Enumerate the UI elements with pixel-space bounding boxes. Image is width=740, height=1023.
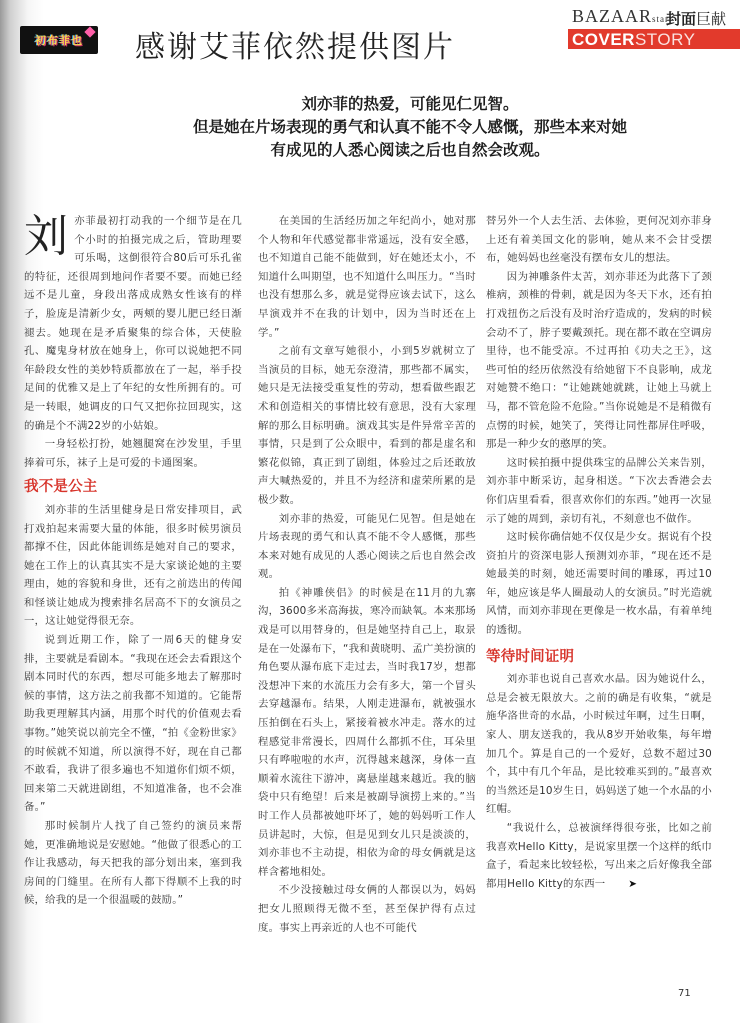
- paragraph: 不少没接触过母女俩的人都误以为，妈妈把女儿照顾得无微不至，甚至保护得有点过度。事实上再亲近的人也不可能代: [258, 884, 476, 934]
- paragraph: 刘亦菲也说自己喜欢水晶。因为她说什么，总是会被无限放大。之前的确是有收集，“就是施华洛世奇的水晶，小时候过年啊，过生日啊，家人、朋友送我的，我从8岁开始收集，每年增加几个。算是自己的一个爱好，总数不超过30个，其中有几个年品，是比较难买到的。”最喜欢的当然还是10岁生日，妈妈送了她一个水晶的小红帽。: [486, 673, 712, 816]
- logo-text: 初布菲也: [35, 34, 83, 47]
- paragraph: 拍《神雕侠侣》的时候是在11月的九寨沟，3600多米高海拔，寒冷而缺氧。本来那场戏是可以用替身的，但是她坚持自己上，取景是在一处瀑布下，“我和黄晓明、孟广美扮演的角色要从瀑布底下走过去，当时我17岁，想都没想冲下来的水流压力会有多大，第一个冒头去穿越瀑布。结果，人刚走进瀑布，就被强水压拍倒在石头上，紧接着被水冲走。落水的过程感觉非常漫长，四周什么都抓不住，耳朵里只有哗啦啦的水声，沉得越来越深，身体一直顺着水流往下游冲，离悬崖越来越近。我的脑袋中只有绝望！后来是被副导演捞上来的。”当时工作人员都被她吓坏了，她的妈妈听工作人员讲起时，大惊，但是见到女儿只是淡淡的，刘亦菲也不主动提，相依为命的母女俩就是这样含蓄地相处。: [258, 586, 476, 878]
- paragraph: 这时候拍摄中提供珠宝的品牌公关来告别，刘亦菲中断采访，起身相送。“下次去香港会去你们店里看看，很喜欢你们的东西。”她再一次显示了她的周到，亲切有礼，不刻意也不做作。: [486, 456, 712, 525]
- continue-arrow-icon: ➤: [628, 877, 638, 890]
- subheading: 我不是公主: [24, 479, 98, 496]
- paragraph: 这时候你确信她不仅仅是少女。据说有个投资拍片的资深电影人预测刘亦菲，“现在还不是她最美的时刻，她还需要时间的雕琢，再过10年，她应该是华人圈最动人的女演员。”时光造就风情，而刘亦菲现在更像是一枚水晶，有着单纯的透彻。: [486, 531, 712, 637]
- article-column-3: [486, 212, 712, 893]
- lead-line: 刘亦菲的热爱，可能见仁见智。: [301, 95, 519, 113]
- brand-name: BAZAARstar: [572, 6, 670, 26]
- subheading: 等待时间证明: [486, 648, 575, 665]
- brand-logo: [20, 26, 98, 54]
- lead-line: 但是她在片场表现的勇气和认真不能不令人感慨，那些本来对她: [192, 118, 627, 136]
- lead-quote: [150, 93, 670, 162]
- section-header: [568, 6, 740, 50]
- paragraph: 刘亦菲的热爱，可能见仁见智。但是她在片场表现的勇气和认真不能不令人感慨，那些本来对她有成见的人悉心阅读之后也自然会改观。: [258, 512, 476, 581]
- paragraph: 因为神雕条件太苦，刘亦菲还为此落下了颈椎病，颈椎的骨刺，就是因为冬天下水，还有拍打戏扭伤之后没有及时治疗造成的，发病的时候会动不了，脖子要戴颈托。现在都不敢在空调房里待，也不能受凉。不过再拍《功夫之王》，这些可怕的经历依然没有给她留下不良影响，成龙对她赞不绝口：“让她跳她就跳，让她上马就上马，都不管危险不危险。”当你说她是不是稍微有点愣的时候，她笑了，笑得让同性都屏住呼吸，那是一种少女的憨厚的笑。: [486, 270, 712, 451]
- paragraph: 刘亦菲的生活里健身是日常安排项目，武打戏拍起来需要大量的体能，很多时候男演员都撑不住，因此体能训练是她对自己的要求，她在工作上的认真其实不是大家谈论她的主要理由，她的容貌和身世，还有之前迭出的传闻和怪谈让她成为搜索排名居高不下的女演员之一，这让她觉得很无奈。: [24, 503, 242, 628]
- article-column-2: [258, 212, 476, 937]
- paragraph: 之前有文章写她很小，小到5岁就树立了当演员的目标，她无奈澄清，那些都不属实，她只是无法接受重复性的劳动，想看做些跟艺术和创造相关的事情比较有意思，没有大家理解的那么目标明确。演戏其实是件异常辛苦的事情，只是到了公众眼中，看到的都是虚名和繁花似锦，真正到了剧组，体验过之后还敢放声大喊热爱的，并且不为经济和虚荣所累的是极少数。: [258, 345, 476, 506]
- paragraph: 替另外一个人去生活、去体验，更何况刘亦菲身上还有着美国文化的影响，她从来不会甘受摆布，她妈妈也丝毫没有摆布女儿的想法。: [486, 215, 712, 265]
- page-number: 71: [678, 988, 691, 999]
- paragraph: 刘亦菲最初打动我的一个细节是在几个小时的拍摄完成之后，管助理要可乐喝，这倒很符合80后可乐孔雀的特征，还很周到地问作者要不要。而她已经远不是儿童，身段出落成成熟女性该有的样子，脸庞是清新少女，两颊的婴儿肥已经日渐褪去。她现在是矛盾聚集的综合体，天使脸孔、魔鬼身材放在她身上，你可以说她把不同年龄段女性的美妙特质都放在了一起，举手投足间的优雅又是上了年纪的女性所拥有的。可是一转眼，她调皮的口气又把你拉回现实，这的确是个不满22岁的小姑娘。: [24, 211, 242, 432]
- drop-cap: 刘: [24, 211, 69, 262]
- cover-story-label: COVERSTORY: [572, 30, 696, 49]
- paragraph: 那时候制片人找了自己签约的演员来帮她，更准确地说是安慰她。“他做了很悉心的工作让我感动，每天把我的部分划出来，塞到我房间的门缝里。在所有人都下得顺不上我的时候，给我的是一个很温暖的鼓励。”: [24, 820, 242, 907]
- paragraph: 说到近期工作，除了一周6天的健身安排，主要就是看剧本。“我现在还会去看跟这个剧本同时代的东西，想尽可能多地去了解那时候的事情，这方法之前我都不知道的。它能帮助我更理解其内涵，用那个时代的价值观去看事物。”她笑说以前完全不懂，“拍《金粉世家》的时候就不知道，所以演得不好，现在自己都不敢看，我讲了很多遍也不知道你们烦不烦，回来第二天就进剧组，不知道准备，也不会准备。”: [24, 634, 242, 814]
- lead-line: 有成见的人悉心阅读之后也自然会改观。: [270, 141, 550, 159]
- page-title: 感谢艾菲依然提供图片: [135, 30, 455, 65]
- paragraph: 在美国的生活经历加之年纪尚小，她对那个人物和年代感觉都非常遥远，没有安全感，也不知道自己能不能做到，好在她还太小，不知道什么叫期望，也不知道什么叫压力。“当时也没有想那么多，就是觉得应该去试下，这么早演戏并不在我的计划中，因为当时还在上学。”: [258, 215, 476, 339]
- paragraph: “我说什么，总被演绎得很夸张，比如之前我喜欢Hello Kitty，是说家里摆一个这样的纸巾盒子，看起来比较轻松，写出来之后好像我全部都用Hello Kitty的东西一 ➤: [486, 819, 712, 893]
- paragraph: 一身轻松打扮，她翘腿窝在沙发里，手里捧着可乐，袜子上是可爱的卡通图案。: [24, 438, 242, 469]
- article-column-1: [24, 212, 242, 910]
- cover-story-bar: [568, 29, 740, 49]
- star-icon: [84, 26, 95, 37]
- brand-small: star: [652, 14, 670, 24]
- section-label-cn: 封面巨献: [666, 10, 727, 28]
